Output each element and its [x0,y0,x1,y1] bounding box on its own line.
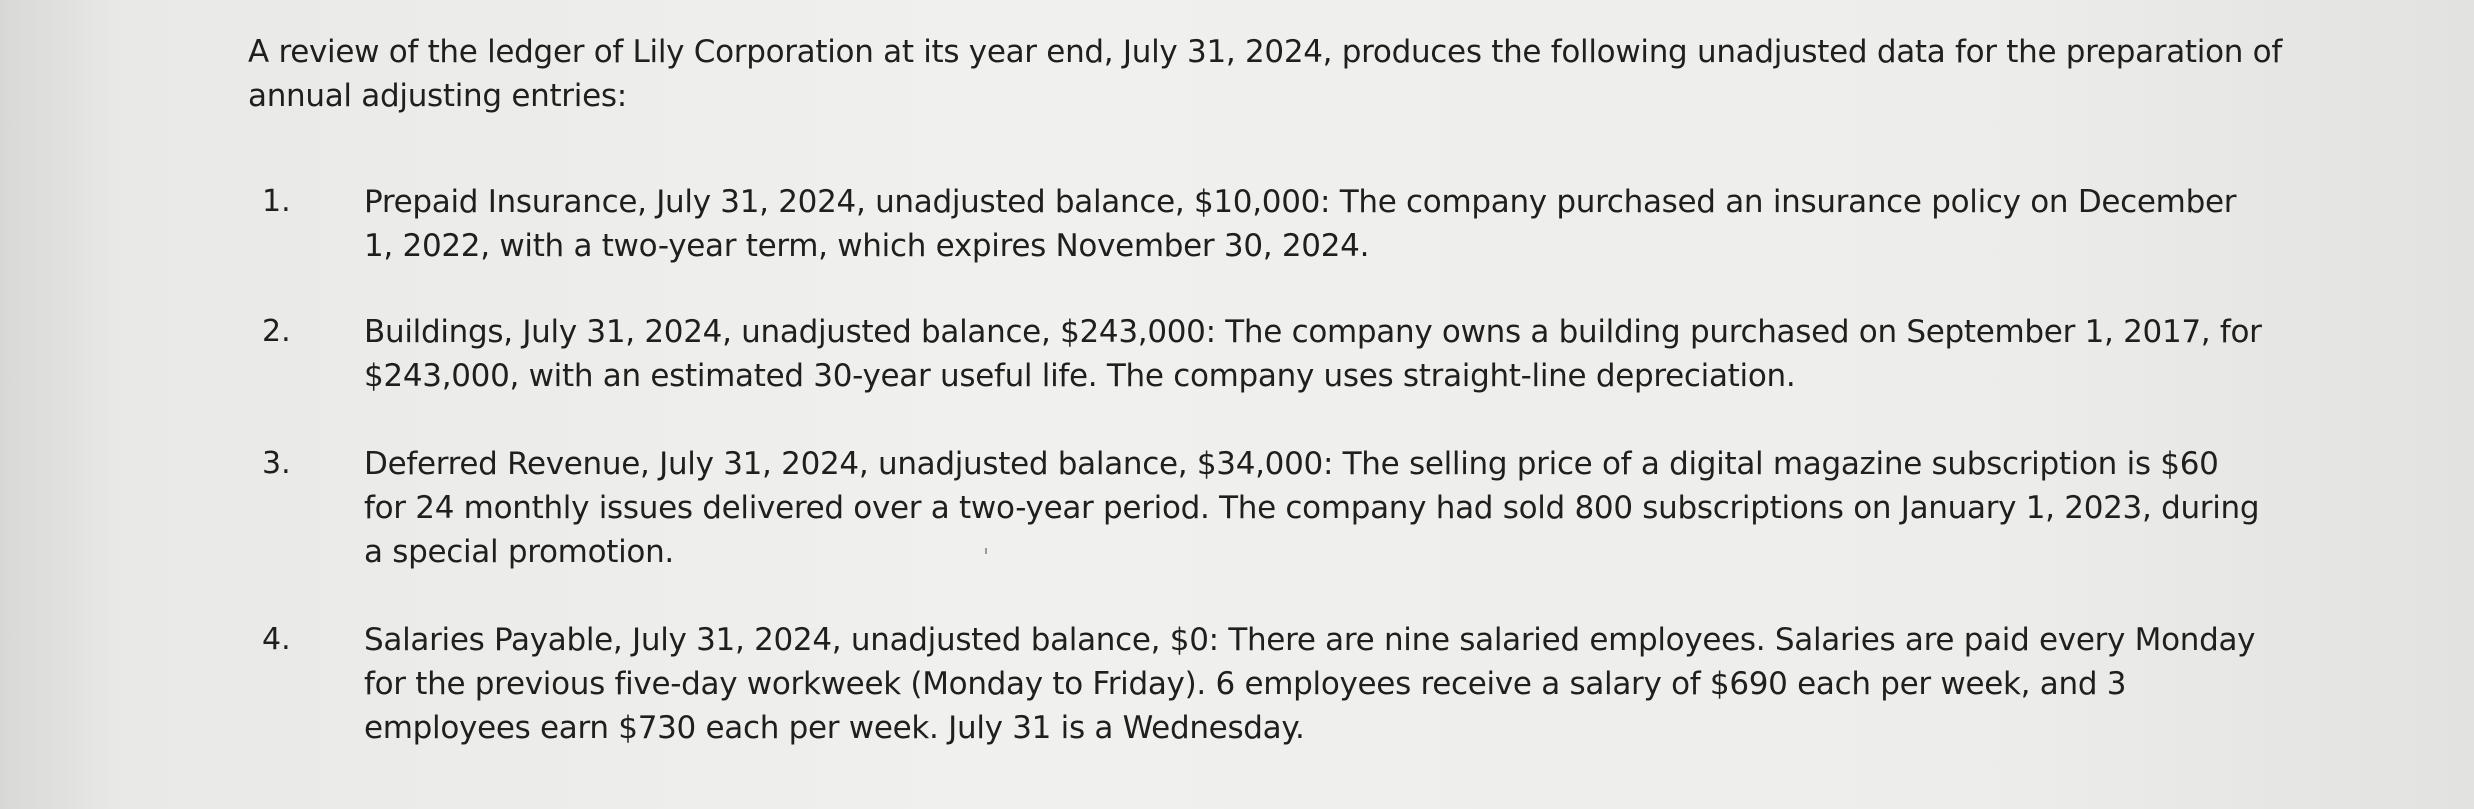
text-cursor-mark [985,548,987,554]
item-number: 2. [262,314,291,349]
intro-paragraph: A review of the ledger of Lily Corporation at its year end, July 31, 2024, produces the following unadjusted data for the preparation of annual adjusting entries: [248,34,2282,114]
item-text: Prepaid Insurance, July 31, 2024, unadjusted balance, $10,000: The company purchased an insurance policy on December 1, 2022, with a two-year term, which expires November 30, 2024. [364,184,2237,264]
item-number: 3. [262,446,291,481]
item-text: Buildings, July 31, 2024, unadjusted balance, $243,000: The company owns a building purchased on September 1, 2017, for $243,000, with an estimated 30-year useful life. The company uses straight-line depreciation. [364,314,2262,394]
item-number: 1. [262,184,291,219]
item-number: 4. [262,622,291,657]
item-text: Salaries Payable, July 31, 2024, unadjusted balance, $0: There are nine salaried employees. Salaries are paid every Monday for the previous five-day workweek (Monday to Friday). 6 employees receive a salary of $690 each per week, and 3 employees earn $730 each per week. July 31 is a Wednesday. [364,622,2256,746]
item-text: Deferred Revenue, July 31, 2024, unadjusted balance, $34,000: The selling price of a digital magazine subscription is $60 for 24 monthly issues delivered over a two-year period. The company had sold 800 subscriptions on January 1, 2023, during a special promotion. [364,446,2260,570]
